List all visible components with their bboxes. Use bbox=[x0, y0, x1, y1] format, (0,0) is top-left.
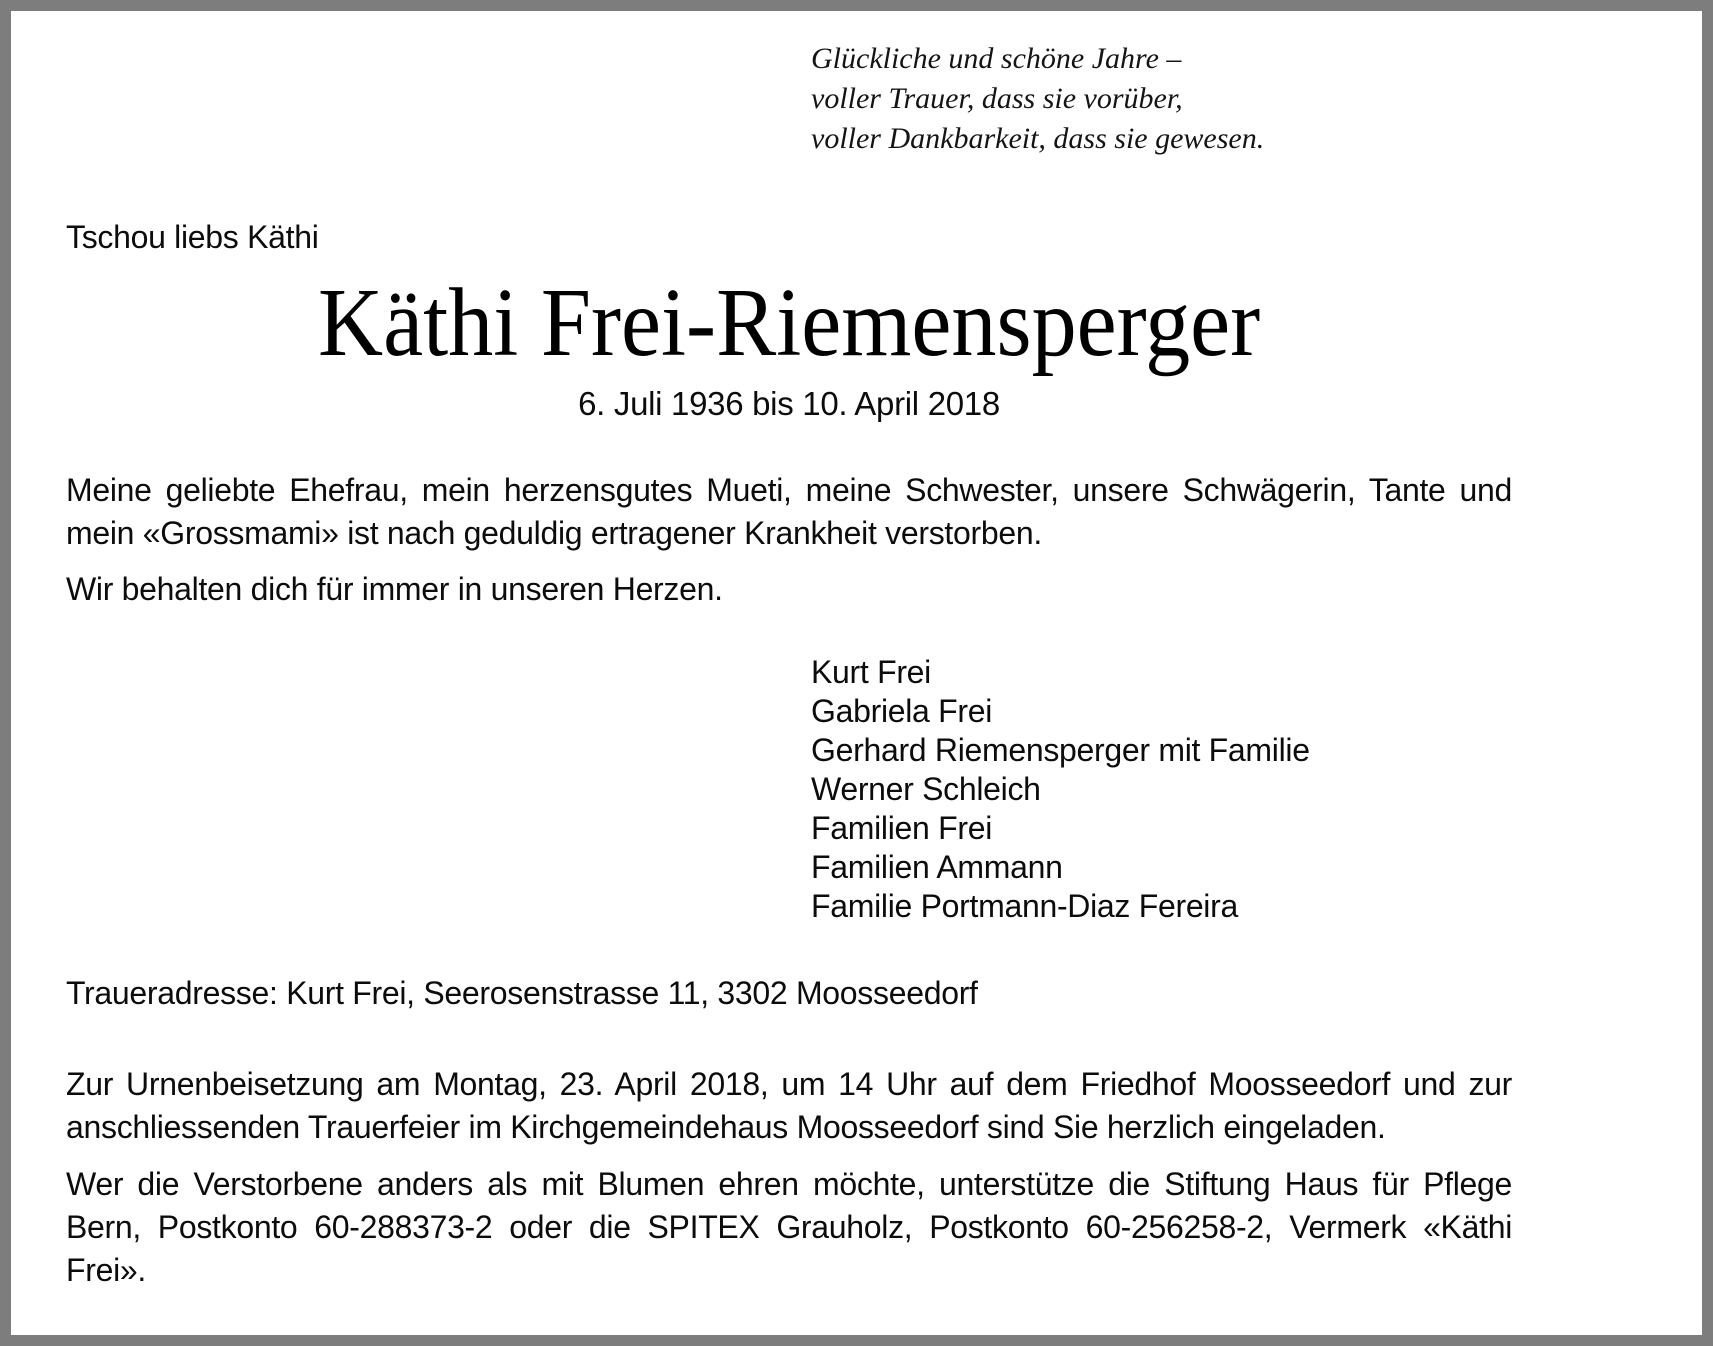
memorial-quote-line: voller Dankbarkeit, dass sie gewesen. bbox=[811, 122, 1265, 155]
mourner-name: Kurt Frei bbox=[811, 653, 931, 690]
mourners-list bbox=[811, 653, 1512, 926]
memorial-quote-line: voller Trauer, dass sie vorüber, bbox=[811, 82, 1183, 115]
mourner-name: Gabriela Frei bbox=[811, 692, 993, 729]
mourner-name: Werner Schleich bbox=[811, 770, 1041, 807]
deceased-name-title bbox=[66, 269, 1512, 379]
mourner-name: Gerhard Riemensperger mit Familie bbox=[811, 731, 1310, 768]
memorial-quote bbox=[811, 39, 1512, 159]
farewell-greeting: Tschou liebs Käthi bbox=[66, 219, 319, 255]
mourning-address-line: Traueradresse: Kurt Frei, Seerosenstrasse 11, 3302 Moosseedorf bbox=[66, 974, 978, 1011]
life-dates: 6. Juli 1936 bis 10. April 2018 bbox=[578, 384, 1000, 422]
remembrance-line: Wir behalten dich für immer in unseren Herzen. bbox=[66, 570, 723, 607]
memorial-quote-line: Glückliche und schöne Jahre – bbox=[811, 42, 1182, 75]
deceased-name-text: Käthi Frei-Riemensperger bbox=[317, 269, 1261, 377]
mourner-name: Familien Ammann bbox=[811, 848, 1063, 885]
funeral-information-paragraph: Zur Urnenbeisetzung am Montag, 23. April 2018, um 14 Uhr auf dem Friedhof Moosseedorf und zur anschliessenden Trauerfeier im Kirchgemeindehaus Moosseedorf sind Sie herzlich eingeladen. bbox=[66, 1065, 1512, 1145]
mourner-name: Familien Frei bbox=[811, 809, 993, 846]
donation-information-paragraph: Wer die Verstorbene anders als mit Blumen ehren möchte, unterstütze die Stiftung Haus für Pflege Bern, Postkonto 60-288373-2 oder die SPITEX Grauholz, Postkonto 60-256258-2, Vermerk «Käthi Frei». bbox=[66, 1165, 1512, 1288]
mourner-name: Familie Portmann-Diaz Fereira bbox=[811, 887, 1238, 924]
death-announcement-paragraph: Meine geliebte Ehefrau, mein herzensgutes Mueti, meine Schwester, unsere Schwägerin, Tante und mein «Grossmami» ist nach geduldig ertragener Krankheit verstorben. bbox=[66, 471, 1512, 551]
